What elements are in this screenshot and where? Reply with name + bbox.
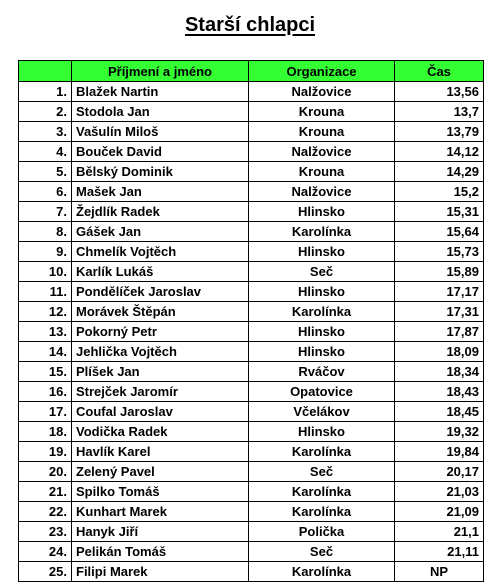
- rank-cell: 1.: [19, 82, 72, 102]
- time-cell: 21,11: [395, 542, 484, 562]
- organization-cell: Karolínka: [249, 222, 395, 242]
- time-cell: 15,64: [395, 222, 484, 242]
- rank-cell: 17.: [19, 402, 72, 422]
- title-text: Starší chlapci: [184, 14, 316, 36]
- table-row: [19, 402, 484, 422]
- organization-cell: Krouna: [249, 162, 395, 182]
- table-row: [19, 542, 484, 562]
- time-cell: 13,7: [395, 102, 484, 122]
- name-cell: Gášek Jan: [72, 222, 249, 242]
- organization-cell: Krouna: [249, 122, 395, 142]
- organization-cell: Polička: [249, 522, 395, 542]
- time-cell: 17,17: [395, 282, 484, 302]
- name-cell: Jehlička Vojtěch: [72, 342, 249, 362]
- header-rank: [19, 61, 72, 82]
- name-cell: Plíšek Jan: [72, 362, 249, 382]
- rank-cell: 13.: [19, 322, 72, 342]
- table-row: [19, 482, 484, 502]
- name-cell: Stodola Jan: [72, 102, 249, 122]
- rank-cell: 23.: [19, 522, 72, 542]
- table-row: [19, 382, 484, 402]
- table-row: [19, 362, 484, 382]
- rank-cell: 22.: [19, 502, 72, 522]
- time-cell: 18,09: [395, 342, 484, 362]
- rank-cell: 15.: [19, 362, 72, 382]
- table-row: [19, 202, 484, 222]
- organization-cell: Seč: [249, 542, 395, 562]
- name-cell: Vodička Radek: [72, 422, 249, 442]
- organization-cell: Opatovice: [249, 382, 395, 402]
- rank-cell: 5.: [19, 162, 72, 182]
- rank-cell: 16.: [19, 382, 72, 402]
- name-cell: Morávek Štěpán: [72, 302, 249, 322]
- rank-cell: 2.: [19, 102, 72, 122]
- name-cell: Žejdlík Radek: [72, 202, 249, 222]
- table-row: [19, 162, 484, 182]
- rank-cell: 10.: [19, 262, 72, 282]
- organization-cell: Karolínka: [249, 482, 395, 502]
- organization-cell: Seč: [249, 462, 395, 482]
- name-cell: Chmelík Vojtěch: [72, 242, 249, 262]
- time-cell: 13,56: [395, 82, 484, 102]
- table-body: [19, 82, 484, 582]
- time-cell: 19,32: [395, 422, 484, 442]
- table-row: [19, 442, 484, 462]
- name-cell: Bělský Dominik: [72, 162, 249, 182]
- name-cell: Bouček David: [72, 142, 249, 162]
- rank-cell: 20.: [19, 462, 72, 482]
- rank-cell: 19.: [19, 442, 72, 462]
- table-row: [19, 502, 484, 522]
- time-cell: 21,09: [395, 502, 484, 522]
- organization-cell: Včelákov: [249, 402, 395, 422]
- rank-cell: 24.: [19, 542, 72, 562]
- name-cell: Vašulín Miloš: [72, 122, 249, 142]
- rank-cell: 6.: [19, 182, 72, 202]
- time-cell: 18,34: [395, 362, 484, 382]
- organization-cell: Hlinsko: [249, 282, 395, 302]
- table-header: [19, 61, 484, 82]
- time-cell: 19,84: [395, 442, 484, 462]
- table-row: [19, 222, 484, 242]
- table-row: [19, 322, 484, 342]
- table-row: [19, 102, 484, 122]
- rank-cell: 9.: [19, 242, 72, 262]
- name-cell: Coufal Jaroslav: [72, 402, 249, 422]
- rank-cell: 14.: [19, 342, 72, 362]
- organization-cell: Hlinsko: [249, 422, 395, 442]
- organization-cell: Nalžovice: [249, 82, 395, 102]
- time-cell: NP: [395, 562, 484, 582]
- table-row: [19, 302, 484, 322]
- rank-cell: 8.: [19, 222, 72, 242]
- organization-cell: Hlinsko: [249, 342, 395, 362]
- table-row: [19, 342, 484, 362]
- header-row: [19, 61, 484, 82]
- organization-cell: Karolínka: [249, 442, 395, 462]
- organization-cell: Hlinsko: [249, 202, 395, 222]
- organization-cell: Seč: [249, 262, 395, 282]
- time-cell: 14,12: [395, 142, 484, 162]
- table-row: [19, 122, 484, 142]
- table-row: [19, 282, 484, 302]
- name-cell: Hanyk Jiří: [72, 522, 249, 542]
- name-cell: Karlík Lukáš: [72, 262, 249, 282]
- rank-cell: 18.: [19, 422, 72, 442]
- name-cell: Blažek Nartin: [72, 82, 249, 102]
- results-table: [18, 60, 484, 582]
- organization-cell: Nalžovice: [249, 182, 395, 202]
- header-organization: Organizace: [249, 61, 395, 82]
- rank-cell: 3.: [19, 122, 72, 142]
- time-cell: 21,1: [395, 522, 484, 542]
- table-row: [19, 422, 484, 442]
- time-cell: 21,03: [395, 482, 484, 502]
- rank-cell: 25.: [19, 562, 72, 582]
- time-cell: 17,87: [395, 322, 484, 342]
- table-row: [19, 522, 484, 542]
- header-name: Příjmení a jméno: [72, 61, 249, 82]
- time-cell: 15,89: [395, 262, 484, 282]
- name-cell: Pelikán Tomáš: [72, 542, 249, 562]
- organization-cell: Krouna: [249, 102, 395, 122]
- organization-cell: Karolínka: [249, 502, 395, 522]
- table-row: [19, 262, 484, 282]
- time-cell: 17,31: [395, 302, 484, 322]
- name-cell: Pokorný Petr: [72, 322, 249, 342]
- page-title: [0, 14, 500, 37]
- time-cell: 15,2: [395, 182, 484, 202]
- name-cell: Spilko Tomáš: [72, 482, 249, 502]
- rank-cell: 4.: [19, 142, 72, 162]
- name-cell: Mašek Jan: [72, 182, 249, 202]
- time-cell: 13,79: [395, 122, 484, 142]
- organization-cell: Nalžovice: [249, 142, 395, 162]
- time-cell: 20,17: [395, 462, 484, 482]
- table-row: [19, 142, 484, 162]
- organization-cell: Hlinsko: [249, 242, 395, 262]
- time-cell: 18,43: [395, 382, 484, 402]
- time-cell: 15,31: [395, 202, 484, 222]
- time-cell: 14,29: [395, 162, 484, 182]
- header-time: Čas: [395, 61, 484, 82]
- name-cell: Pondělíček Jaroslav: [72, 282, 249, 302]
- time-cell: 18,45: [395, 402, 484, 422]
- name-cell: Strejček Jaromír: [72, 382, 249, 402]
- table-row: [19, 82, 484, 102]
- name-cell: Filipi Marek: [72, 562, 249, 582]
- time-cell: 15,73: [395, 242, 484, 262]
- organization-cell: Rváčov: [249, 362, 395, 382]
- rank-cell: 11.: [19, 282, 72, 302]
- table-row: [19, 182, 484, 202]
- table-row: [19, 562, 484, 582]
- organization-cell: Karolínka: [249, 302, 395, 322]
- table-row: [19, 242, 484, 262]
- rank-cell: 21.: [19, 482, 72, 502]
- name-cell: Zelený Pavel: [72, 462, 249, 482]
- name-cell: Kunhart Marek: [72, 502, 249, 522]
- rank-cell: 12.: [19, 302, 72, 322]
- organization-cell: Karolínka: [249, 562, 395, 582]
- rank-cell: 7.: [19, 202, 72, 222]
- organization-cell: Hlinsko: [249, 322, 395, 342]
- name-cell: Havlík Karel: [72, 442, 249, 462]
- table-row: [19, 462, 484, 482]
